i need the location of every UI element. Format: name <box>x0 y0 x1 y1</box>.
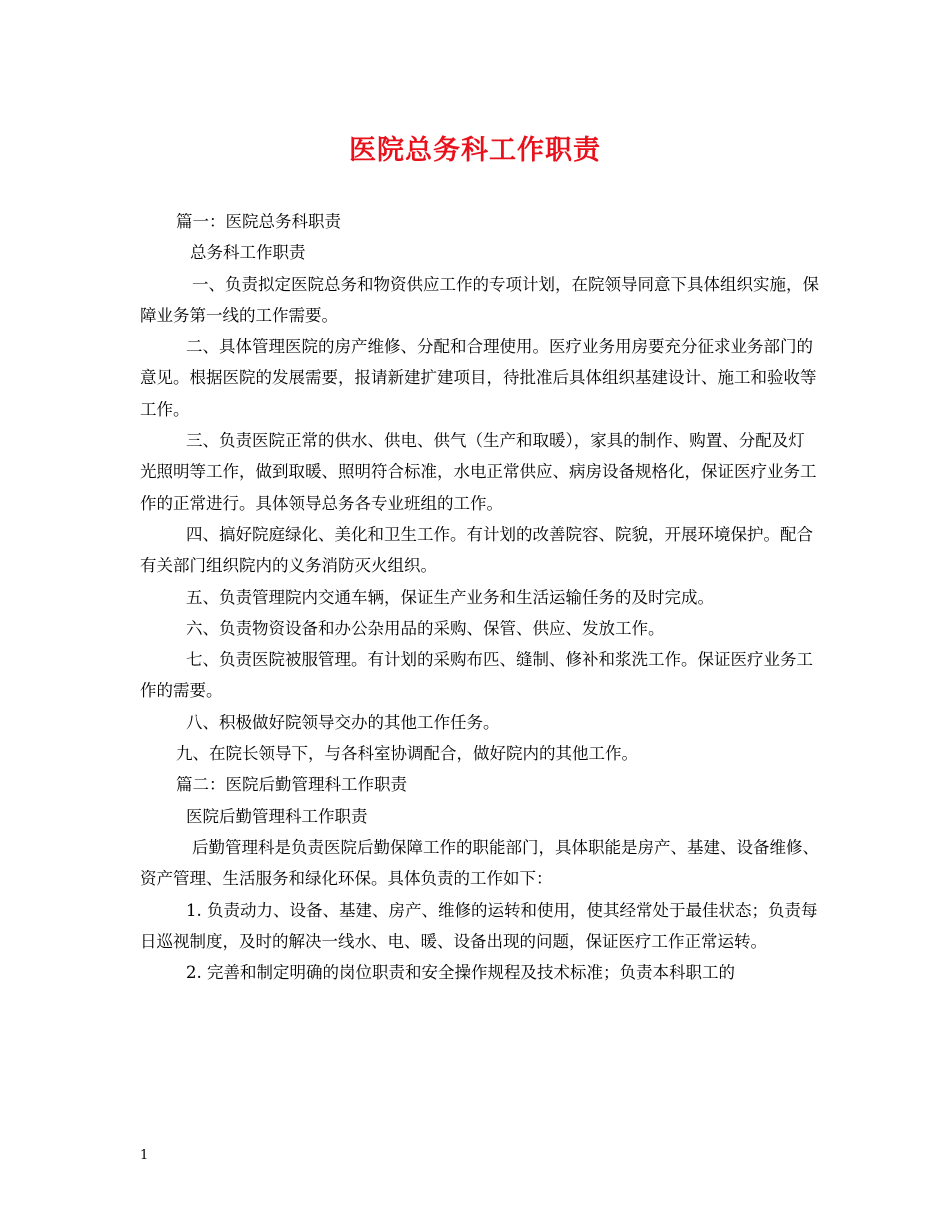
intro-paragraph: 后勤管理科是负责医院后勤保障工作的职能部门，具体职能是房产、基建、设备维修、资产管理、生活服务和绿化环保。具体负责的工作如下： <box>140 837 819 889</box>
subsection-heading: 总务科工作职责 <box>190 243 306 263</box>
document-title: 医院总务科工作职责 <box>349 135 601 166</box>
paragraph-item-7: 七、负责医院被服管理。有计划的采购布匹、缝制、修补和浆洗工作。保证医疗业务工作的需要。 <box>140 650 813 701</box>
document-body <box>140 206 820 988</box>
section-heading-part-two: 篇二：医院后勤管理科工作职责 <box>176 775 407 795</box>
paragraph-item-4: 四、搞好院庭绿化、美化和卫生工作。有计划的改善院容、院貌，开展环境保护。配合有关部门组织院内的义务消防灭火组织。 <box>140 524 813 576</box>
paragraph-item-3: 三、负责医院正常的供水、供电、供气（生产和取暖），家具的制作、购置、分配及灯光照明等工作，做到取暖、照明符合标准，水电正常供应、病房设备规格化，保证医疗业务工作的正常进行。具体领导总务各专业班组的工作。 <box>140 431 817 513</box>
numbered-item-2: 2. 完善和制定明确的岗位职责和安全操作规程及技术标准；负责本科职工的 <box>186 963 735 983</box>
paragraph-item-5: 五、负责管理院内交通车辆，保证生产业务和生活运输任务的及时完成。 <box>186 587 714 607</box>
paragraph-item-9: 九、在院长领导下，与各科室协调配合，做好院内的其他工作。 <box>176 744 638 764</box>
paragraph-item-6: 六、负责物资设备和办公杂用品的采购、保管、供应、发放工作。 <box>186 618 665 638</box>
paragraph-item-2: 二、具体管理医院的房产维修、分配和合理使用。医疗业务用房要充分征求业务部门的意见。根据医院的发展需要，报请新建扩建项目，待批准后具体组织基建设计、施工和验收等工作。 <box>140 337 817 419</box>
paragraph-item-8: 八、积极做好院领导交办的其他工作任务。 <box>186 712 500 732</box>
page-number: 1 <box>140 1148 149 1163</box>
numbered-item-1: 1. 负责动力、设备、基建、房产、维修的运转和使用，使其经常处于最佳状态；负责每日巡视制度，及时的解决一线水、电、暖、设备出现的问题，保证医疗工作正常运转。 <box>140 900 818 951</box>
subsection-heading-2: 医院后勤管理科工作职责 <box>186 806 368 826</box>
paragraph-item-1: 一、负责拟定医院总务和物资供应工作的专项计划，在院领导同意下具体组织实施，保障业务第一线的工作需要。 <box>140 274 819 325</box>
section-heading-part-one: 篇一：医院总务科职责 <box>176 212 341 231</box>
